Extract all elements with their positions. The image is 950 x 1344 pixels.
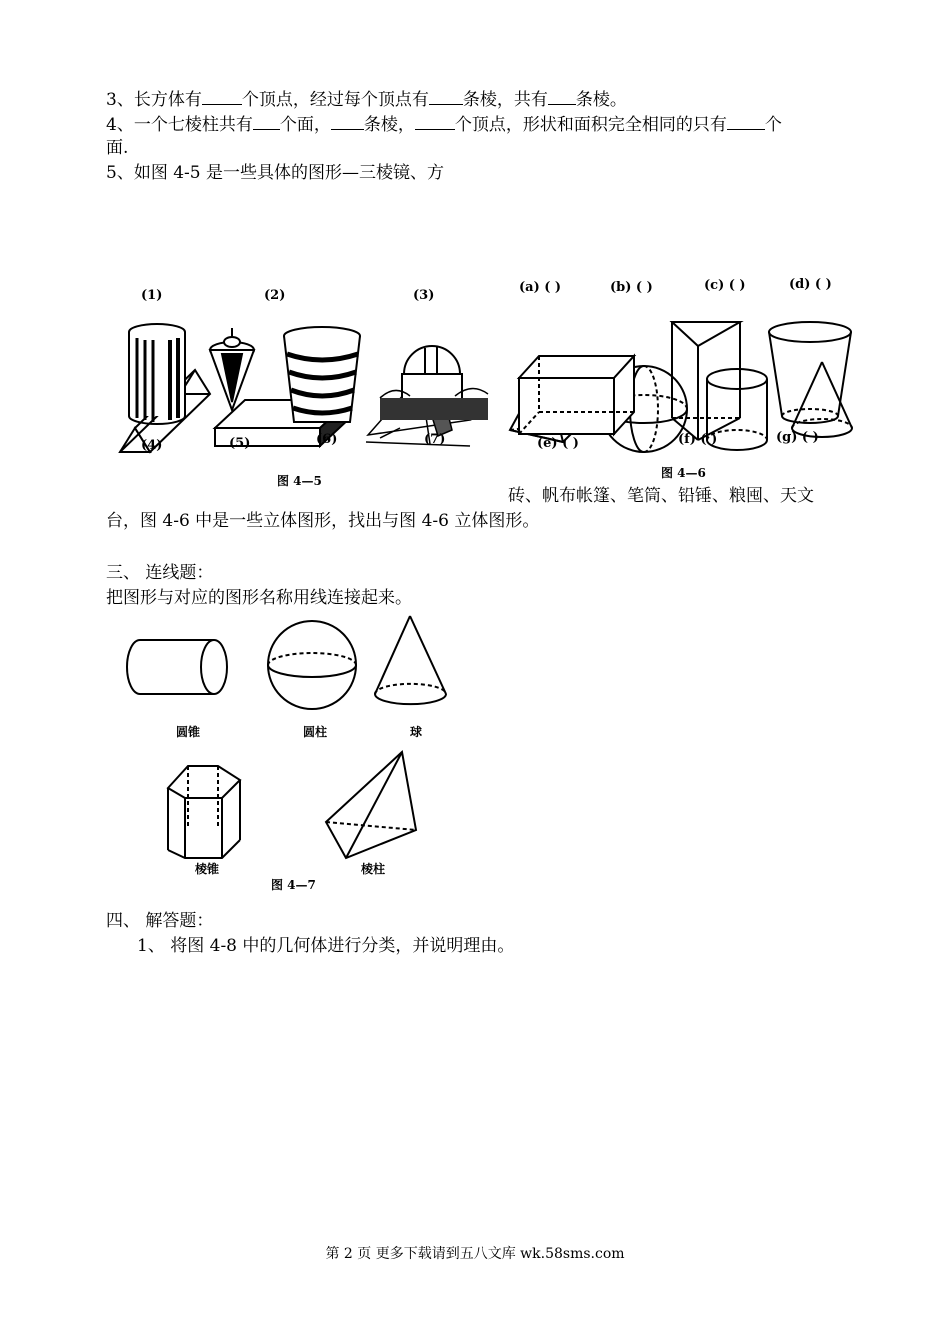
figure-label: (5) [229, 436, 251, 451]
figure-label: (g) ( ) [776, 430, 819, 445]
figure-label: (1) [141, 288, 163, 303]
page-footer: 第 2 页 更多下载请到五八文库 wk.58sms.com [325, 1246, 625, 1262]
shape-name-label: 圆柱 [303, 725, 328, 739]
shape-name-label: 棱柱 [361, 862, 386, 876]
triangular-pyramid-icon [326, 752, 416, 858]
answer-blank[interactable] [253, 111, 280, 130]
figure-caption: 图 4—6 [661, 466, 706, 480]
figure-row-2 [0, 318, 950, 448]
question-5: 5、如图 4-5 是一些具体的图形—三棱镜、方 [106, 163, 444, 183]
shape-name-label: 圆锥 [176, 725, 201, 739]
section-4-question-1: 1、 将图 4-8 中的几何体进行分类，并说明理由。 [137, 936, 515, 956]
figure-4-7 [0, 610, 950, 870]
shape-name-label: 棱锥 [195, 862, 220, 876]
figure-caption: 图 4—5 [277, 474, 322, 488]
section-3-title: 三、 连线题： [106, 563, 214, 583]
sphere-icon [268, 621, 356, 709]
answer-blank[interactable] [202, 86, 242, 105]
cylinder-icon [127, 640, 227, 694]
granary-icon [284, 327, 360, 422]
figure-label: (e) ( ) [537, 436, 579, 451]
prism-icon [672, 322, 740, 440]
plumb-bob-icon [210, 328, 254, 410]
figure-label: (2) [264, 288, 286, 303]
answer-blank[interactable] [415, 111, 455, 130]
question-5-cont2: 台，图 4-6 中是一些立体图形，找出与图 4-6 立体图形。 [106, 511, 540, 531]
figure-label: (3) [413, 288, 435, 303]
figure-label: (d) ( ) [789, 277, 832, 292]
figure-label: (4) [141, 438, 163, 453]
figure-label: (c) ( ) [704, 278, 746, 293]
pen-holder-icon [129, 324, 185, 424]
question-4-cont: 面. [106, 138, 129, 158]
shape-name-label: 球 [410, 725, 423, 739]
hexagonal-prism-icon [168, 766, 240, 858]
cuboid-icon [519, 356, 634, 434]
figure-label: (7) [424, 432, 446, 447]
section-4-title: 四、 解答题： [106, 911, 214, 931]
frustum-icon [769, 322, 851, 423]
figure-label: (f) ( ) [678, 432, 718, 447]
answer-blank[interactable] [548, 86, 576, 105]
answer-blank[interactable] [727, 111, 765, 130]
question-3: 3、长方体有 个顶点，经过每个顶点有 条棱，共有 条棱。 [106, 86, 627, 112]
question-5-cont: 砖、帆布帐篷、笔筒、铅锤、粮囤、天文 [508, 486, 814, 506]
figure-caption: 图 4—7 [271, 878, 316, 892]
section-3-desc: 把图形与对应的图形名称用线连接起来。 [106, 588, 412, 608]
observatory-icon [380, 346, 488, 420]
cone-icon [375, 616, 446, 704]
answer-blank[interactable] [331, 111, 364, 130]
figure-label: (a) ( ) [519, 280, 562, 295]
figure-label: (6) [316, 432, 338, 447]
question-4: 4、一个七棱柱共有 个面， 条棱， 个顶点，形状和面积完全相同的只有 个 [106, 111, 782, 137]
answer-blank[interactable] [429, 86, 463, 105]
figure-label: (b) ( ) [610, 280, 653, 295]
